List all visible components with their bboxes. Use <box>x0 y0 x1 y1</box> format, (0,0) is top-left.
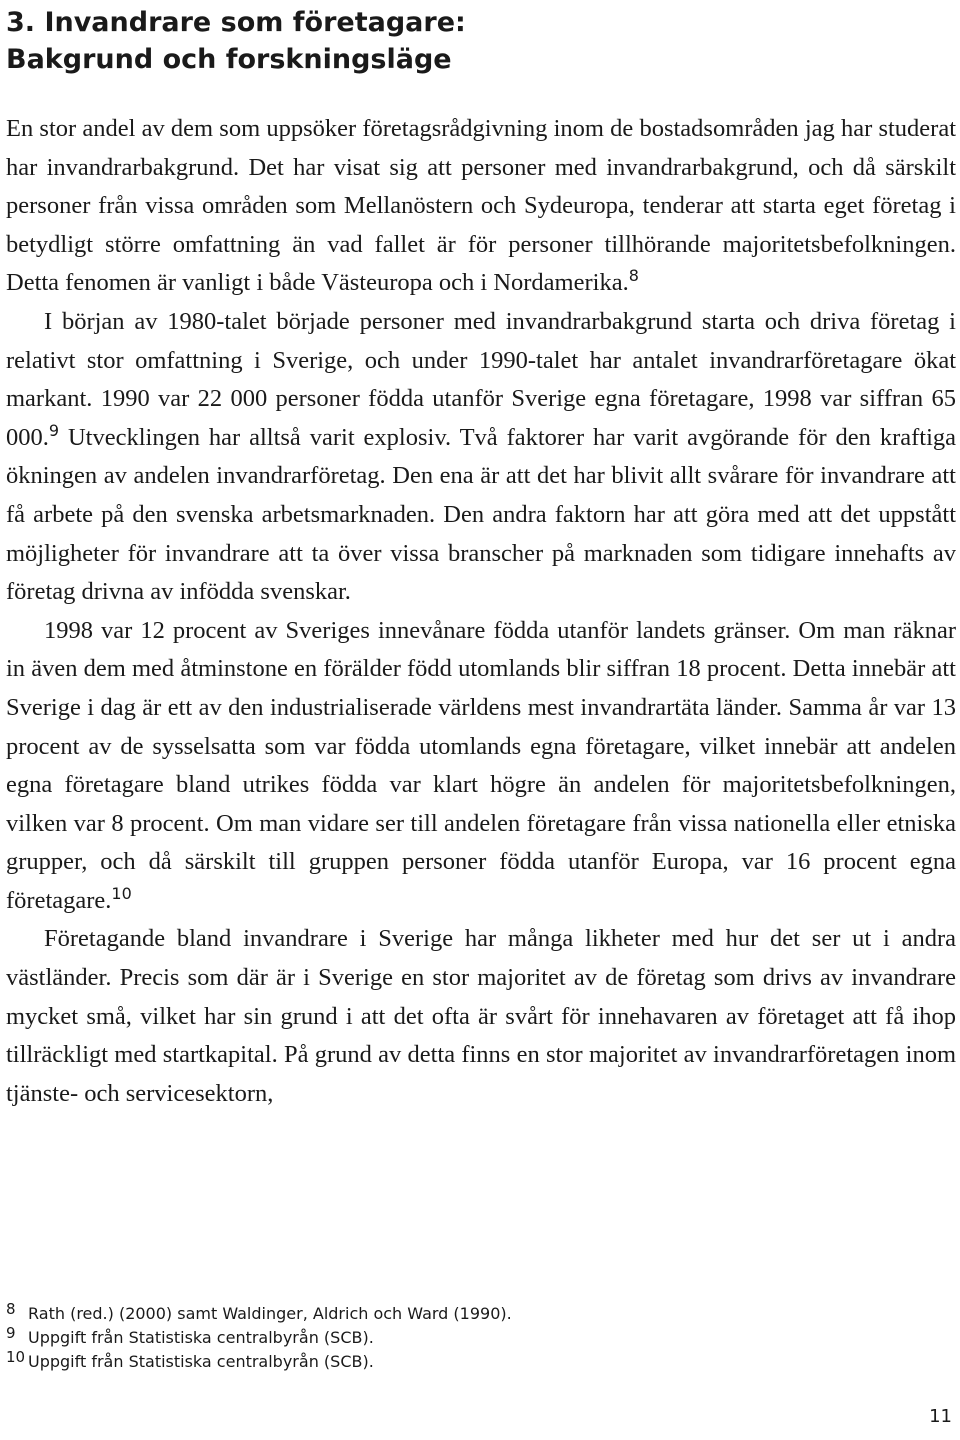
paragraph-4 <box>6 920 956 1113</box>
footnote-ref-8: 8 <box>628 266 639 286</box>
paragraph-3-text: 1998 var 12 procent av Sveriges innevånare födda utanför landets gränser. Om man räknar in även dem med åtminstone en förälder född utomlands blir siffran 18 procent. Detta innebär att Sverige i dag är ett av den industrialiserade världens mest invandrartäta länder. Samma år var 13 procent av de sysselsatta som var födda utomlands egna företagare, vilket innebär att andelen egna företagare bland utrikes födda var klart högre än andelen för majoritetsbefolkningen, vilken var 8 procent. Om man vidare ser till andelen företagare från vissa nationella eller etniska grupper, och då särskilt till gruppen personer födda utanför Europa, var 16 procent egna företagare. <box>6 616 956 914</box>
chapter-heading-line-2: Bakgrund och forskningsläge <box>6 44 452 75</box>
page-number: 11 <box>929 1406 952 1427</box>
footnote-ref-9: 9 <box>48 420 60 440</box>
paragraph-3 <box>6 612 956 921</box>
footnote-number: 10 <box>6 1348 26 1366</box>
footnote-text: Uppgift från Statistiska centralbyrån (SCB). <box>28 1352 374 1371</box>
footnote-8 <box>6 1302 906 1326</box>
footnote-number: 9 <box>6 1324 16 1342</box>
paragraph-2 <box>6 303 956 612</box>
footnote-9 <box>6 1326 906 1350</box>
chapter-heading-line-1: 3. Invandrare som företagare: <box>6 7 466 38</box>
footnote-10 <box>6 1350 906 1374</box>
paragraph-2-text-b: Utvecklingen har alltså varit explosiv. Två faktorer har varit avgörande för den kraftiga ökningen av andelen invandrarföretag. Den ena är att det har blivit allt svårare för invandrare att få arbete på den svenska arbetsmarknaden. Den andra faktorn har att göra med att det uppstått möjligheter för invandrare att ta över vissa branscher på marknaden som tidigare innehafts av företag drivna av infödda svenskar. <box>6 423 956 606</box>
chapter-heading <box>6 4 946 78</box>
footnote-text: Rath (red.) (2000) samt Waldinger, Aldrich och Ward (1990). <box>28 1304 512 1323</box>
footnote-number: 8 <box>6 1300 16 1318</box>
footnote-text: Uppgift från Statistiska centralbyrån (SCB). <box>28 1328 374 1347</box>
body-text <box>6 110 956 1113</box>
paragraph-1-text: En stor andel av dem som uppsöker företagsrådgivning inom de bostadsområden jag har studerat har invandrarbakgrund. Det har visat sig att personer med invandrarbakgrund, och då särskilt personer från vissa områden som Mellanöstern och Sydeuropa, tenderar att starta eget företag i betydligt större omfattning än vad fallet är för personer tillhörande majoritetsbefolkningen. Detta fenomen är vanligt i både Västeuropa och i Nordamerika. <box>6 115 956 297</box>
footnotes <box>6 1302 906 1374</box>
paragraph-4-text: Företagande bland invandrare i Sverige har många likheter med hur det ser ut i andra västländer. Precis som där är i Sverige en stor majoritet av de företag som drivs av invandrare mycket små, vilket har sin grund i att det ofta är svårt för innehavaren av företaget att få ihop tillräckligt med startkapital. På grund av detta finns en stor majoritet av invandrarföretagen inom tjänste- och servicesektorn, <box>6 925 956 1107</box>
paragraph-1 <box>6 110 956 303</box>
paragraph-2-text-a: I början av 1980-talet började personer med invandrarbakgrund starta och driva företag i relativt stor omfattning i Sverige, och under 1990-talet har antalet invandrarföretagare ökat markant. 1990 var 22 000 personer födda utanför Sverige egna företagare, 1998 var siffran 65 000. <box>6 307 956 451</box>
footnote-ref-10: 10 <box>111 883 132 903</box>
